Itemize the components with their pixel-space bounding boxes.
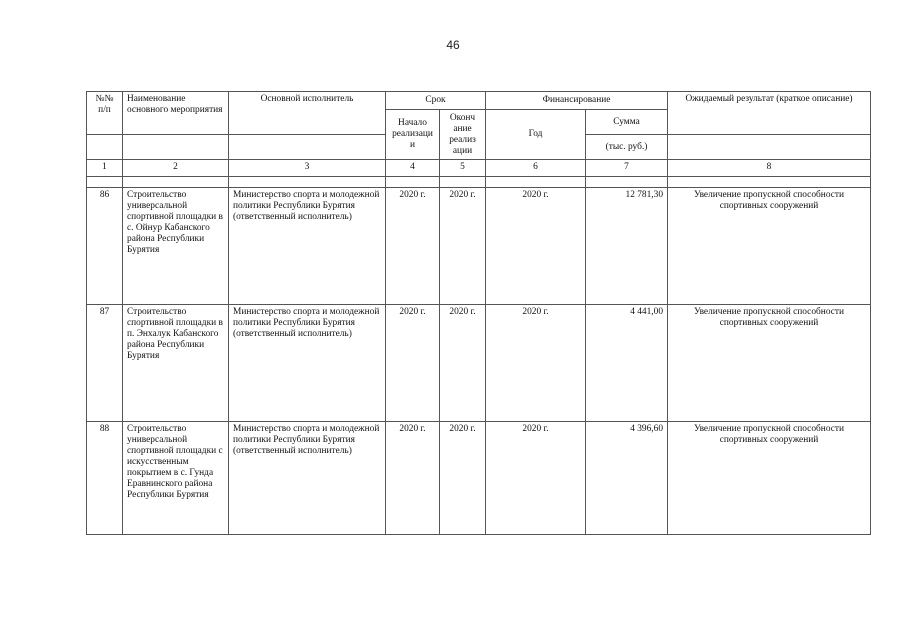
row-sum: 4 441,00 <box>586 305 668 422</box>
row-result: Увеличение пропускной способности спортивных сооружений <box>668 305 871 422</box>
row-end: 2020 г. <box>440 422 486 535</box>
row-num: 88 <box>87 422 123 535</box>
column-number: 4 <box>386 160 440 177</box>
row-start: 2020 г. <box>386 188 440 305</box>
column-number: 3 <box>229 160 386 177</box>
activities-table <box>86 91 871 535</box>
row-name: Строительство универсальной спортивной площадки в с. Ойнур Кабанского района Республики Бурятия <box>123 188 229 305</box>
row-start: 2020 г. <box>386 422 440 535</box>
header-sum-unit: (тыс. руб.) <box>586 135 668 160</box>
header-executor: Основной исполнитель <box>229 92 386 135</box>
header-executor-cont <box>229 135 386 160</box>
column-number: 7 <box>586 160 668 177</box>
column-number: 1 <box>87 160 123 177</box>
header-row-1 <box>87 92 871 110</box>
row-result: Увеличение пропускной способности спортивных сооружений <box>668 422 871 535</box>
row-name: Строительство спортивной площадки в п. Энхалук Кабанского района Республики Бурятия <box>123 305 229 422</box>
header-name-cont <box>123 135 229 160</box>
row-year: 2020 г. <box>486 305 586 422</box>
header-financing: Финансирование <box>486 92 668 110</box>
row-executor: Министерство спорта и молодежной политики Республики Бурятия (ответственный исполнитель) <box>229 305 386 422</box>
header-sum: Сумма <box>586 110 668 135</box>
header-start: Начало реализаци и <box>386 110 440 160</box>
row-name: Строительство универсальной спортивной площадки с искусственным покрытием в с. Гунда Еравнинского района Республики Бурятия <box>123 422 229 535</box>
header-name: Наименование основного мероприятия <box>123 92 229 135</box>
header-result: Ожидаемый результат (краткое описание) <box>668 92 871 135</box>
row-num: 87 <box>87 305 123 422</box>
row-executor: Министерство спорта и молодежной политики Республики Бурятия (ответственный исполнитель) <box>229 188 386 305</box>
column-number: 6 <box>486 160 586 177</box>
header-num-cont <box>87 135 123 160</box>
header-end: Оконч ание реализ ации <box>440 110 486 160</box>
row-sum: 12 781,30 <box>586 188 668 305</box>
header-num: №№ п/п <box>87 92 123 135</box>
row-executor: Министерство спорта и молодежной политики Республики Бурятия (ответственный исполнитель) <box>229 422 386 535</box>
table-row <box>87 188 871 305</box>
spacer-row <box>87 177 871 188</box>
table-row <box>87 422 871 535</box>
column-number: 8 <box>668 160 871 177</box>
header-result-cont <box>668 135 871 160</box>
column-numbers-row <box>87 160 871 177</box>
column-number: 5 <box>440 160 486 177</box>
row-end: 2020 г. <box>440 305 486 422</box>
row-year: 2020 г. <box>486 188 586 305</box>
table-row <box>87 305 871 422</box>
row-end: 2020 г. <box>440 188 486 305</box>
header-year: Год <box>486 110 586 160</box>
page-number: 46 <box>446 38 460 52</box>
row-start: 2020 г. <box>386 305 440 422</box>
row-num: 86 <box>87 188 123 305</box>
row-year: 2020 г. <box>486 422 586 535</box>
row-sum: 4 396,60 <box>586 422 668 535</box>
column-number: 2 <box>123 160 229 177</box>
header-term: Срок <box>386 92 486 110</box>
row-result: Увеличение пропускной способности спортивных сооружений <box>668 188 871 305</box>
